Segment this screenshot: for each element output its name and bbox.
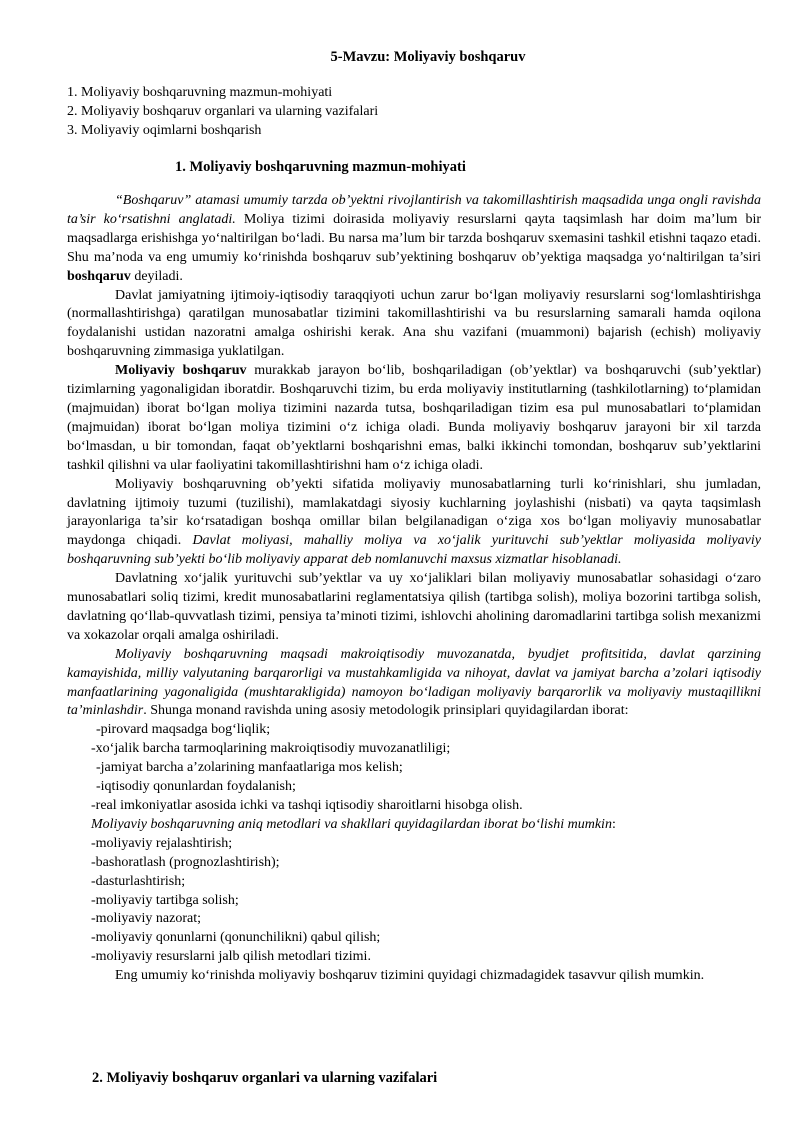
list-item: -moliyaviy nazorat; xyxy=(91,911,202,927)
principles-list xyxy=(67,721,761,816)
list-item: -dasturlashtirish; xyxy=(91,873,186,889)
paragraph-5: Davlatning xo‘jalik yurituvchi sub’yektlar va uy xo‘jaliklari bilan moliyaviy munosabatlar sohasidagi o‘zaro munosabatlari soliq tizimi, kredit munosabatlarini reglamentatsiya qilish (tartibga solish), moliya bozorini tartibga solish, davlatning qo‘llab-quvvatlash tizimi, pensiya ta’minoti tizimi, ishlovchi aholining daromadlarini tartibga solish mexanizmi va xokazolar orqali amalga oshiriladi. xyxy=(67,571,761,643)
methods-list xyxy=(67,835,761,967)
paragraph-4 xyxy=(67,476,761,571)
italic-text: Davlat moliyasi, mahalliy moliya va xo‘jalik yurituvchi sub’yektlar moliyasida moliyaviy boshqaruvning sub’yekti bo‘lib moliyaviy apparat deb nomlanuvchi maxsus xizmatlar hisoblanadi. xyxy=(67,533,761,568)
paragraph-text: Moliya tizimi doirasida moliyaviy resurslarni qayta taqsimlash har doim ma’lum bir maqsadlarga erishishga yo‘naltirilgan bo‘ladi. Bu narsa ma’lum bir tarzda boshqaruv sxemasini tashkil etishni taqazo etadi. Shu ma’noda va eng umumiy ko‘rinishda boshqaruv sub’yektining boshqaruv ob’yektiga maqsadga yo‘naltirilgan ta’siri xyxy=(67,211,761,265)
paragraph-2: Davlat jamiyatning ijtimoiy-iqtisodiy taraqqiyoti uchun zarur bo‘lgan moliyaviy resurslarni sog‘lomlashtirishga (normallashtirishga) qaratilgan munosabatlar tizimini takomillashtirishi va bu resurslarning samarali hamda oqilona foydalanishi ustidan nazoratni amalga oshirishi kerak. Ana shu vazifani (muammoni) bajarish (echish) moliyaviy boshqaruvning zimmasiga yuklatilgan. xyxy=(67,287,761,360)
methods-intro xyxy=(67,816,761,835)
list-item: -jamiyat barcha a’zolarining manfaatlariga mos kelish; xyxy=(96,760,403,776)
section-1-heading: 1. Moliyaviy boshqaruvning mazmun-mohiyati xyxy=(175,159,466,175)
bold-term: boshqaruv xyxy=(67,268,131,284)
paragraph-6 xyxy=(67,646,761,722)
list-item: -moliyaviy tartibga solish; xyxy=(91,892,239,908)
italic-text: Moliyaviy boshqaruvning aniq metodlari va shakllari quyidagilardan iborat bo‘lishi mumkin xyxy=(91,816,612,832)
list-item: -moliyaviy rejalashtirish; xyxy=(91,835,233,851)
list-item: -pirovard maqsadga bog‘liqlik; xyxy=(96,722,271,738)
page-title: 5-Mavzu: Moliyaviy boshqaruv xyxy=(330,49,526,65)
paragraph-3 xyxy=(67,362,761,475)
paragraph-7: Eng umumiy ko‘rinishda moliyaviy boshqaruv tizimini quyidagi chizmadagidek tasavvur qilish mumkin. xyxy=(115,968,705,984)
italic-text: Moliyaviy boshqaruvning maqsadi makroiqtisodiy muvozanatda, byudjet profitsitida, davlat qarzining kamayishida, milliy valyutaning barqarorligi va mustahkamligida va nihoyat, davlat va jamiyat barcha a’zolari iqtisodiy manfaatlarining yagonaligida (mushtarakligida) namoyon bo‘ladigan moliyaviy barqarorlik va moliyaviy mustaqillikni ta’minlashdir xyxy=(67,646,761,719)
paragraph-text: : xyxy=(611,816,616,832)
toc-item: 1. Moliyaviy boshqaruvning mazmun-mohiyati xyxy=(67,85,333,100)
list-item: -moliyaviy qonunlarni (qonunchilikni) qabul qilish; xyxy=(91,930,381,946)
paragraph-text: . Shunga monand ravishda uning asosiy metodologik prinsiplari quyidagilardan iborat: xyxy=(143,703,629,719)
list-item: -moliyaviy resurslarni jalb qilish metodlari tizimi. xyxy=(91,949,371,965)
bold-term: Moliyaviy boshqaruv xyxy=(115,363,247,379)
list-item: -bashoratlash (prognozlashtirish); xyxy=(91,854,280,870)
section-1-body xyxy=(67,192,761,986)
table-of-contents xyxy=(67,84,767,141)
toc-item: 2. Moliyaviy boshqaruv organlari va ularning vazifalari xyxy=(67,104,379,119)
toc-item: 3. Moliyaviy oqimlarni boshqarish xyxy=(67,123,262,138)
paragraph-text: murakkab jarayon bo‘lib, boshqariladigan (ob’yektlar) va boshqaruvchi (sub’yektlar) tizimlarning yagonaligidan iboratdir. Boshqaruvchi tizim, bu erda moliyaviy institutlarning (tashkilotlarning) to‘plamidan (majmuidan) iborat bo‘lgan moliya tizimini nazarda tutsa, boshqariladigan tizim esa pul munosabatlari to‘plamidan (majmuidan) iborat bo‘lgan moliya tizimini o‘z ichiga oladi. Bunda moliyaviy boshqaruv jarayoni bir xil tarzda bo‘lmasdan, u bir tomondan, faqat ob’yektlarni boshqarishni emas, balki ikkinchi tomondan, boshqaruv sub’yektlarini tashkil qilishni va ular faoliyatini takomillashtirishni ham o‘z ichiga oladi. xyxy=(67,363,761,473)
paragraph-1 xyxy=(67,192,761,287)
section-2-heading: 2. Moliyaviy boshqaruv organlari va ularning vazifalari xyxy=(92,1070,438,1086)
paragraph-text: Moliyaviy boshqaruvning ob’yekti sifatida moliyaviy munosabatlarning turli ko‘rinishlari, shu jumladan, davlatning ijtimoiy tuzumi (tuzilishi), mamlakatdagi siyosiy kuchlarning joylashishi (nisbati) va qayta taqsimlash jarayonlariga ta’sir ko‘rsatadigan boshqa omillar bilan belgilanadigan o‘ziga xos bo‘lgan moliyaviy munosabatlar maydonga chiqadi. xyxy=(67,476,761,549)
list-item: -xo‘jalik barcha tarmoqlarining makroiqtisodiy muvozanatliligi; xyxy=(91,741,451,757)
paragraph-text: deyiladi. xyxy=(130,268,183,284)
list-item: -iqtisodiy qonunlardan foydalanish; xyxy=(96,779,296,795)
list-item: -real imkoniyatlar asosida ichki va tashqi iqtisodiy sharoitlarni hisobga olish. xyxy=(91,798,523,813)
italic-definition: “Boshqaruv” atamasi umumiy tarzda ob’yektni rivojlantirish va takomillashtirish maqsadida unga ongli ravishda ta’sir ko‘rsatishni anglatadi. xyxy=(67,193,761,227)
